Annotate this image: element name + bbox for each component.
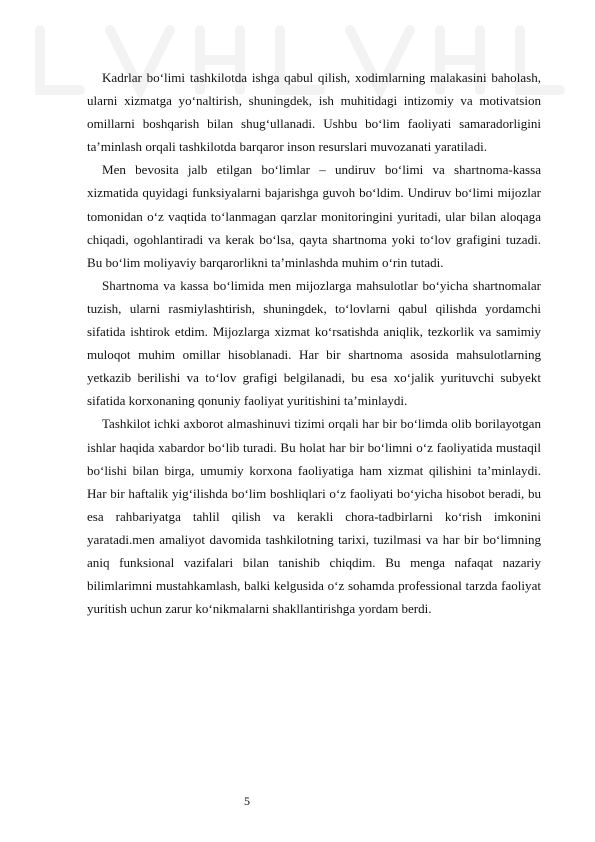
paragraph-axborot-almashinuvi: Tashkilot ichki axborot almashinuvi tizimi orqali har bir bo‘limda olib borilayotgan ishlar haqida xabardor bo‘lib turadi. Bu holat har bir bo‘limni o‘z faoliyatida mustaqil bo‘lishi bilan birga, umumiy korxona faoliyatiga ham xizmat qilishini ta’minlaydi. Har bir haftalik yig‘ilishda bo‘lim boshliqlari o‘z faoliyati bo‘yicha hisobot beradi, bu esa rahbariyatga tahlil qilish va kerakli chora-tadbirlarni ko‘rish imkonini yaratadi.men amaliyot davomida tashkilotning tarixi, tuzilmasi va har bir bo‘limning aniq funksional vazifalari bilan tanishib chiqdim. Bu menga nafaqat nazariy bilimlarimni mustahkamlash, balki kelgusida o‘z sohamda professional tarzda faoliyat yuritish uchun zarur ko‘nikmalarni shakllantirishga yordam berdi. (87, 416, 541, 617)
document-body (87, 66, 541, 620)
paragraph-kadrlar-bolimi: Kadrlar bo‘limi tashkilotda ishga qabul qilish, xodimlarning malakasini baholash, ularni xizmatga yo‘naltirish, shuningdek, ish muhitidagi intizomiy va motivatsion omillarni boshqarish bilan shug‘ullanadi. Ushbu bo‘lim faoliyati samaradorligini ta’minlash orqali tashkilotda barqaror inson resurslari muvozanati yaratiladi. (87, 70, 541, 155)
page-number: 5 (244, 794, 250, 808)
paragraph-shartnoma-kassa: Shartnoma va kassa bo‘limida men mijozlarga mahsulotlar bo‘yicha shartnomalar tuzish, ularni rasmiylashtirish, shuningdek, to‘lovlarni qabul qilishda yordamchi sifatida ishtirok etdim. Mijozlarga xizmat ko‘rsatishda aniqlik, tezkorlik va samimiy muloqot muhim omillar hisoblanadi. Har bir shartnoma asosida mahsulotlarning yetkazib berilishi va to‘lov grafigi belgilanadi, bu esa xo‘jalik yurituvchi subyekt sifatida korxonaning qonuniy faoliyat yuritishini ta’minlaydi. (87, 277, 541, 409)
paragraph-undiruv-bolimi: Men bevosita jalb etilgan bo‘limlar – undiruv bo‘limi va shartnoma-kassa xizmatida quyidagi funksiyalarni bajarishga guvoh bo‘ldim. Undiruv bo‘limi mijozlar tomonidan o‘z vaqtida to‘lanmagan qarzlar monitoringini yuritadi, ular bilan aloqaga chiqadi, ogohlantiradi va kerak bo‘lsa, qayta shartnoma yoki to‘lov grafigini tuzadi. Bu bo‘lim moliyaviy barqarorlikni ta’minlashda muhim o‘rin tutadi. (87, 162, 541, 270)
